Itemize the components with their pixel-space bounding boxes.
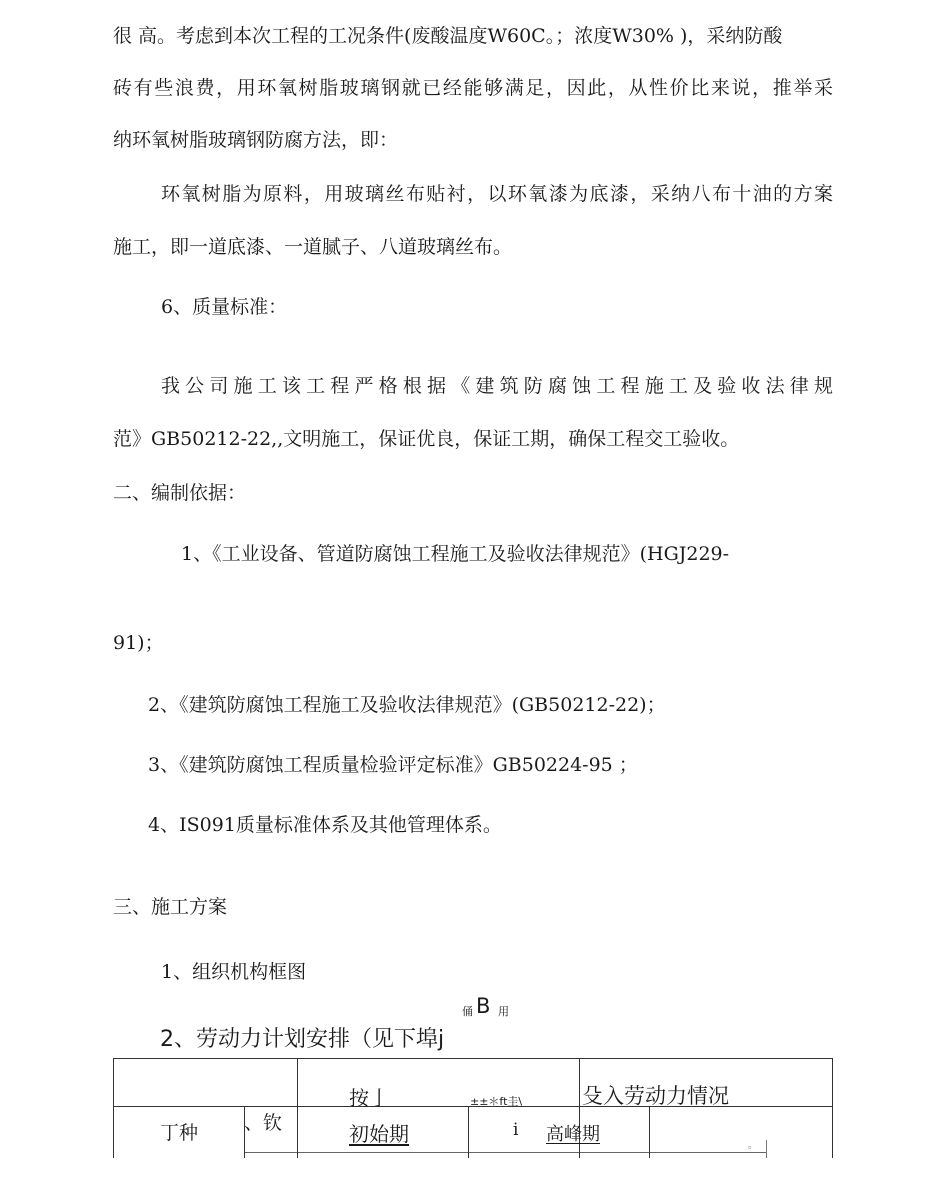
paragraph-line: 施工，即一道底漆、一道腻子、八道玻璃丝布。 — [113, 236, 513, 258]
labor-plan-heading: 2、劳动力计划安排（见下埠j — [160, 1027, 445, 1052]
paragraph-line: 范》GB50212-22,,文明施工，保证优良，保证工期，确保工程交工验收。 — [113, 428, 740, 450]
reference-item: 4、IS091质量标准体系及其他管理体系。 — [148, 814, 502, 836]
table-column-label: 、钦 — [244, 1112, 283, 1134]
table-column-label-initial: 初始期 — [349, 1122, 409, 1146]
table-header-cell: 按亅 — [349, 1086, 389, 1110]
reference-item: 3、《建筑防腐蚀工程质量检验评定标准》GB50224-95 ； — [148, 754, 638, 776]
table-column-label: i — [513, 1120, 519, 1140]
paragraph-line: 环氧树脂为原料，用玻璃丝布贴衬，以环氧漆为底漆，采纳八布十油的方案 — [161, 183, 833, 205]
table-header-cell: 殳入劳动力情况 — [582, 1084, 729, 1108]
scrap-text: B — [476, 994, 491, 1018]
paragraph-line: 纳环氧树脂玻璃钢防腐方法，即： — [113, 129, 399, 151]
section-item-heading: 6、质量标准： — [161, 296, 288, 318]
paragraph-line: 很 高。考虑到本次工程的工况条件(废酸温度W60C。；浓度W30% )，采纳防酸 — [113, 25, 783, 47]
section-item-heading: 1、组织机构框图 — [161, 961, 307, 983]
scrap-text: 俑 — [462, 1005, 473, 1018]
section-heading: 三、施工方案 — [113, 896, 228, 918]
reference-item: 1、《工业设备、管道防腐蚀工程施工及验收法律规范》(HGJ229- — [181, 543, 730, 565]
table-mark: 。 — [748, 1140, 758, 1151]
paragraph-line: 我公司施工该工程严格根据《建筑防腐蚀工程施工及验收法律规 — [161, 375, 833, 397]
table-column-label-peak: 高峰期 — [546, 1124, 600, 1145]
paragraph-line: 砖有些浪费，用环氧树脂玻璃钢就已经能够满足，因此，从性价比来说，推举采 — [113, 77, 833, 99]
reference-item-continued: 91)； — [113, 632, 164, 654]
reference-item: 2、《建筑防腐蚀工程施工及验收法律规范》(GB50212-22)； — [148, 694, 666, 716]
table-header-cell: ±±＊ft圭\ — [470, 1095, 523, 1108]
table-column-label-trade: 丁种 — [160, 1122, 199, 1144]
scrap-text: 用 — [498, 1005, 509, 1018]
section-heading: 二、编制依据： — [113, 482, 247, 504]
